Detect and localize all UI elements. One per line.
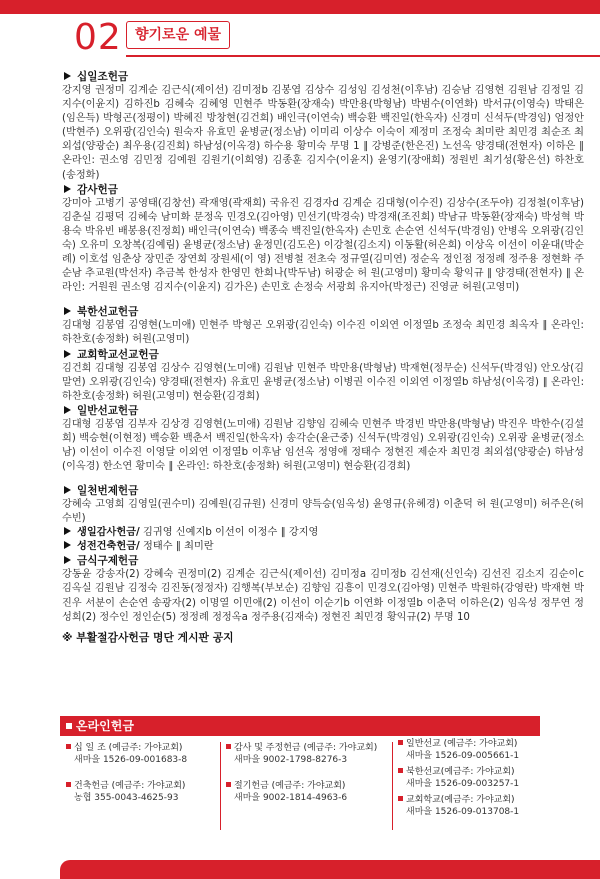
square-bullet-icon [66, 744, 71, 749]
section-thousand-offering [62, 484, 584, 526]
section-school-mission [62, 348, 584, 404]
section-title: 북한선교헌금 [62, 305, 584, 319]
page-title: 향기로운 예물 [126, 21, 230, 49]
online-title-bar: 온라인헌금 [60, 716, 540, 736]
square-bullet-icon [66, 782, 71, 787]
account-number: 농협 355-0043-4625-93 [74, 793, 179, 803]
section-title: 일반선교헌금 [62, 404, 584, 418]
account-item: 북한선교(예금주: 가야교회) 새마을 1526-09-003257-1 [398, 766, 519, 790]
triangle-bullet-icon [64, 486, 71, 494]
section-general-mission [62, 404, 584, 474]
section-birthday [62, 526, 584, 540]
section-fasting-relief [62, 554, 584, 624]
section-names: 김대형 김봉엽 김영현(노미애) 민현주 박형곤 오위광(김인숙) 이수진 이외연 이정열b 조정숙 최민경 최옥자 ∥ 온라인: 하찬호(송정화) 허원(고영미) [62, 320, 584, 346]
triangle-bullet-icon [64, 307, 71, 315]
page-header [58, 17, 600, 59]
section-title: 성전건축헌금/ [77, 541, 140, 553]
section-title: 금식구제헌금 [62, 554, 584, 568]
square-bullet-icon [398, 768, 403, 773]
account-number: 새마을 1526-09-001683-8 [74, 755, 188, 765]
section-names: 강미아 고병기 공영태(김창선) 곽재영(곽재희) 국유진 김경자d 김계순 김대형(이수진) 김상수(조두야) 김정철(이후남) 김춘실 김평덕 김혜숙 남미화 문정옥 민경오(김아영) 민선기(박경숙) 박경재(조진희) 박남규 박동환(장재숙) 박성혁 박용숙 박유빈 배봉용(진정희) 배인극(이연숙) 백종숙 백진일(한옥자) 손민호 손순연 신석두(박경임) 안병옥 오위광(김인숙) 오유미 오창복(김예림) 윤병균(정소남) 윤정민(김도은) 이강철(김소지) 이동활(허은희) 이상옥 이선이 이윤대(박순례) 이호섭 임춘상 장민준 장연희 장원세(이 영) 전병철 전초숙 정규열(김미연) 정순옥 정인점 정정례 정주용 정현화 주순남 추교원(박선자) 추금복 한성자 한영민 한희나(박두남) 허광순 허 원(고영미) 황미숙 황익규 ∥ 양경태(전현자) ∥ 온라인: 거원원 권소영 김지수(이윤지) 김가은) 손민호 손정숙 서광희 유지아(박정근) 진영균 허원(고영미) [62, 197, 584, 294]
section-title: 생일감사헌금/ [77, 527, 140, 539]
square-bullet-icon [398, 796, 403, 801]
section-building [62, 540, 584, 554]
bottom-accent-bar [60, 860, 600, 879]
section-number: 02 [74, 17, 122, 58]
section-title: 일천번제헌금 [62, 484, 584, 498]
account-item: 감사 및 주정헌금 (예금주: 가야교회) 새마을 9002-1798-8276-3 [226, 742, 377, 766]
square-bullet-icon [226, 744, 231, 749]
square-bullet-icon [66, 723, 72, 729]
triangle-bullet-icon [64, 406, 71, 414]
account-column-3 [398, 738, 519, 830]
triangle-bullet-icon [64, 185, 71, 193]
account-column-2 [226, 742, 377, 816]
section-names: 강지영 권정미 김계순 김근식(제이선) 김미정b 김봉엽 김상수 김성임 김성천(이후남) 김승남 김영현 김원남 김정일 김지수(이윤지) 김하진b 김혜숙 김혜영 민현주 박동환(장재숙) 박만용(박형남) 박범수(이연화) 박서규(이영숙) 박태은(임은득) 박형곤(정평이) 박혜진 방창현(김건희) 배인극(이연숙) 백승환 백진일(한옥자) 신경미 신석두(박경임) 엄정안(박현주) 오위광(김인숙) 원숙자 유효민 윤병균(정소남) 이미리 이상수 이숙이 제정미 조정숙 최미란 최민경 최순조 최외섭(양광순) 최우용(김진희) 하남성(이옥경) 하수용 황미숙 무명 1 ∥ 강병준(한은진) 노선옥 양경태(전현자) 이하은 ∥ 온라인: 권소영 김민정 김예원 김원기(이희영) 김종훈 김지수(이윤지) 윤영기(장애희) 정원빈 최기성(황은선) 하찬호(송정화) [62, 85, 584, 181]
account-column-1 [66, 742, 187, 816]
header-rule [126, 55, 600, 57]
triangle-bullet-icon [64, 556, 71, 564]
section-names: 김귀영 신예지b 이선이 이정수 ∥ 강지영 [143, 527, 319, 539]
section-names: 강혜숙 고영희 김영일(권수미) 김예원(김규원) 신경미 양득승(임옥성) 윤영규(유혜경) 이춘덕 허 원(고영미) 허주은(허수빈) [62, 499, 584, 525]
account-item: 교회학교(예금주: 가야교회) 새마을 1526-09-013708-1 [398, 794, 519, 818]
section-names: 정태수 ∥ 최미란 [143, 541, 214, 553]
account-item: 일반선교 (예금주: 가야교회) 새마을 1526-09-005661-1 [398, 738, 519, 762]
top-accent-bar [0, 0, 600, 14]
section-thanks [62, 183, 584, 296]
online-offering-panel [60, 716, 540, 834]
section-title: 십일조헌금 [62, 70, 584, 84]
easter-notice: ※ 부활절감사헌금 명단 게시판 공지 [62, 630, 234, 644]
column-divider [392, 742, 393, 830]
triangle-bullet-icon [64, 527, 71, 535]
square-bullet-icon [226, 782, 231, 787]
account-number: 새마을 1526-09-003257-1 [406, 779, 520, 789]
triangle-bullet-icon [64, 541, 71, 549]
account-item: 십 일 조 (예금주: 가야교회) 새마을 1526-09-001683-8 [66, 742, 187, 766]
account-number: 새마을 1526-09-013708-1 [406, 807, 520, 817]
square-bullet-icon [398, 740, 403, 745]
triangle-bullet-icon [64, 350, 71, 358]
section-north-korea-mission [62, 305, 584, 347]
offering-list [62, 70, 584, 645]
section-tithe [62, 70, 584, 183]
section-title: 교회학교선교헌금 [62, 348, 584, 362]
section-names: 강동윤 강송자(2) 강혜숙 권정미(2) 김계순 김근식(제이선) 김미정a 김미정b 김선재(신인숙) 김선진 김소지 김순이c 김옥실 김원남 김정숙 김진동(정정자) 김행복(부보순) 김향임 김흥이 민경오(김아영) 민현주 박원하(강영란) 박재현 박진우 서분이 손순연 송광자(2) 이명열 이민애(2) 이선이 이순기b 이연화 이정열b 이춘덕 이하은(2) 임옥성 정무연 정성희(2) 정수인 정인순(5) 정정례 정정옥a 정주용(김재숙) 정현진 최민경 황익규(2) 무명 10 [62, 569, 584, 623]
account-number: 새마을 9002-1814-4963-6 [234, 793, 348, 803]
account-item: 건축헌금 (예금주: 가야교회) 농협 355-0043-4625-93 [66, 780, 187, 804]
account-number: 새마을 9002-1798-8276-3 [234, 755, 348, 765]
account-number: 새마을 1526-09-005661-1 [406, 751, 520, 761]
section-title: 감사헌금 [62, 183, 584, 197]
section-names: 김건희 김대형 김봉엽 김상수 김영현(노미애) 김원남 민현주 박만용(박형남) 박재현(정무순) 신석두(박경임) 안오상(김말연) 오위광(김인숙) 양경태(전현자) 유효민 윤병균(정소남) 이병권 이수진 이외연 이정열b 하남성(이옥경) ∥ 온라인: 하찬호(송정화) 허원(고영미) 현승환(김경희) [62, 362, 584, 402]
section-names: 김대형 김봉엽 김부자 김상경 김영현(노미애) 김원남 김향임 김혜숙 민현주 박경빈 박만용(박형남) 박진우 박한수(김설희) 백승현(이현정) 백승환 백춘서 백진일(한옥자) 송각순(윤근중) 신석두(박경임) 오위광(김인숙) 오위광 윤병균(정소남) 이선이 이수진 이영달 이외연 이정열b 이후남 임선옥 정영애 정태수 정현진 제순자 최민경 최외섭(양광순) 하남성(이옥경) 한소연 황미숙 ∥ 온라인: 하찬호(송정화) 허원(고영미) 현승환(김경희) [62, 418, 584, 473]
column-divider [220, 742, 221, 830]
account-item: 절기헌금 (예금주: 가야교회) 새마을 9002-1814-4963-6 [226, 780, 377, 804]
triangle-bullet-icon [64, 72, 71, 80]
